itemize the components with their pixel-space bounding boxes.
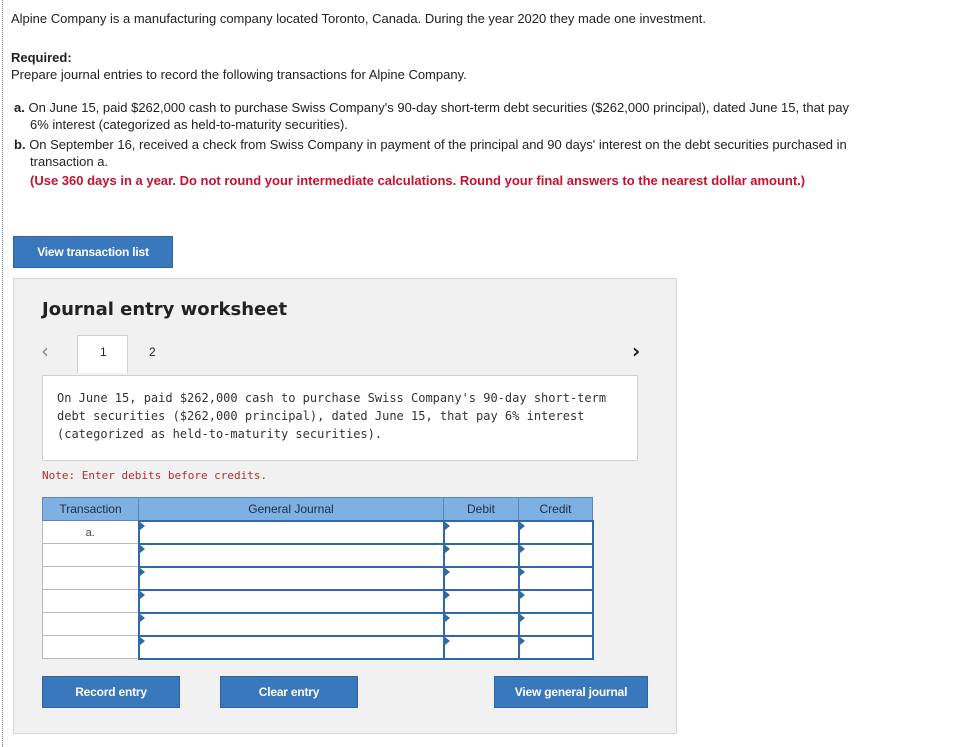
- rounding-instruction: (Use 360 days in a year. Do not round your intermediate calculations. Round your final answers to the nearest dollar amount.): [30, 173, 806, 188]
- credit-input[interactable]: [519, 636, 593, 659]
- view-transaction-list-button[interactable]: View transaction list: [13, 236, 173, 268]
- account-input[interactable]: [139, 613, 444, 636]
- item-text-line1: On June 15, paid $262,000 cash to purchase Swiss Company's 90-day short-term debt securities ($262,000 principal), dated June 15, that pay: [28, 100, 849, 115]
- debit-input[interactable]: [444, 613, 519, 636]
- table-row: [43, 590, 593, 613]
- journal-entry-worksheet-panel: [13, 278, 677, 734]
- account-input[interactable]: [139, 567, 444, 590]
- transaction-cell: a.: [43, 521, 139, 544]
- col-debit: Debit: [444, 498, 519, 521]
- transaction-cell: [43, 590, 139, 613]
- journal-table: [42, 497, 594, 660]
- item-text-line1: On September 16, received a check from Swiss Company in payment of the principal and 90 days' interest on the debt securities purchased in: [29, 137, 847, 152]
- account-input[interactable]: [139, 636, 444, 659]
- item-tag: a.: [14, 100, 25, 115]
- debit-input[interactable]: [444, 544, 519, 567]
- credit-input[interactable]: [519, 567, 593, 590]
- clear-entry-button[interactable]: Clear entry: [220, 676, 358, 708]
- debit-input[interactable]: [444, 590, 519, 613]
- item-tag: b.: [14, 137, 26, 152]
- debit-input[interactable]: [444, 636, 519, 659]
- problem-intro: Alpine Company is a manufacturing company located Toronto, Canada. During the year 2020 they made one investment.: [11, 11, 706, 26]
- required-text: Prepare journal entries to record the following transactions for Alpine Company.: [11, 67, 467, 82]
- left-dotted-border: [2, 0, 3, 747]
- transaction-cell: [43, 613, 139, 636]
- account-input[interactable]: [139, 544, 444, 567]
- table-row: [43, 636, 593, 659]
- chevron-right-icon[interactable]: ›: [632, 339, 641, 363]
- table-header-row: [43, 498, 593, 521]
- tab-1[interactable]: 1: [100, 345, 107, 359]
- table-row: [43, 613, 593, 636]
- transaction-cell: [43, 636, 139, 659]
- table-row: [43, 521, 593, 544]
- debit-input[interactable]: [444, 521, 519, 544]
- transaction-cell: [43, 567, 139, 590]
- transaction-cell: [43, 544, 139, 567]
- item-text-line2: transaction a.: [30, 154, 109, 169]
- record-entry-button[interactable]: Record entry: [42, 676, 180, 708]
- col-credit: Credit: [519, 498, 593, 521]
- credit-input[interactable]: [519, 590, 593, 613]
- debits-first-note: Note: Enter debits before credits.: [42, 469, 268, 482]
- table-row: [43, 567, 593, 590]
- credit-input[interactable]: [519, 613, 593, 636]
- table-row: [43, 544, 593, 567]
- item-text-line2: 6% interest (categorized as held-to-maturity securities).: [30, 117, 348, 132]
- tab-2[interactable]: 2: [149, 345, 156, 359]
- transaction-description: On June 15, paid $262,000 cash to purchase Swiss Company's 90-day short-term debt securities ($262,000 principal), dated June 15, that pay 6% interest (categorized as held-to-maturity securities).: [42, 375, 638, 461]
- col-general-journal: General Journal: [139, 498, 444, 521]
- account-input[interactable]: [139, 521, 444, 544]
- col-transaction: Transaction: [43, 498, 139, 521]
- chevron-left-icon[interactable]: ‹: [41, 339, 49, 363]
- account-input[interactable]: [139, 590, 444, 613]
- requirement-item-b: [14, 136, 944, 170]
- debit-input[interactable]: [444, 567, 519, 590]
- required-heading: Required:: [11, 50, 72, 65]
- credit-input[interactable]: [519, 544, 593, 567]
- credit-input[interactable]: [519, 521, 593, 544]
- view-general-journal-button[interactable]: View general journal: [494, 676, 648, 708]
- requirement-item-a: [14, 99, 944, 133]
- worksheet-title: Journal entry worksheet: [42, 299, 288, 320]
